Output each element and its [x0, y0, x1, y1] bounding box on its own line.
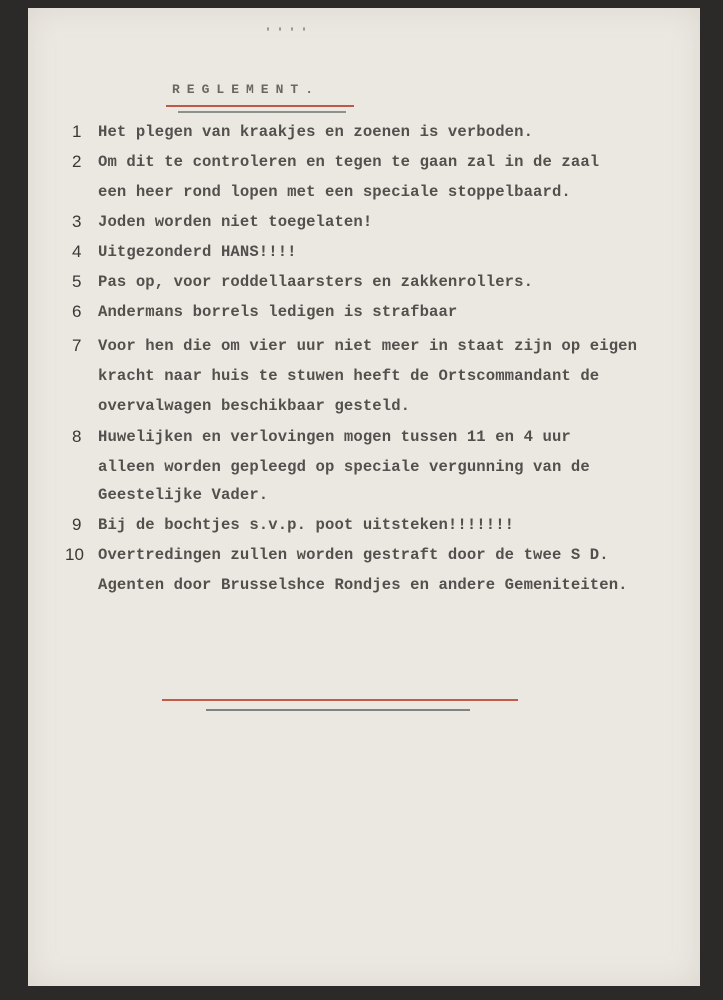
- rule-number: 3: [72, 212, 82, 231]
- rule-text-line: overvalwagen beschikbaar gesteld.: [98, 397, 411, 415]
- closing-line-red: [162, 699, 518, 701]
- rule-text-line: een heer rond lopen met een speciale stoppelbaard.: [98, 183, 571, 201]
- rule-text-line: Het plegen van kraakjes en zoenen is verboden.: [98, 123, 534, 141]
- rule-text-line: Geestelijke Vader.: [98, 486, 269, 504]
- rule-text-line: Bij de bochtjes s.v.p. poot uitsteken!!!!!!!: [98, 516, 515, 534]
- punch-marks: ' ' ' ': [265, 28, 308, 39]
- rule-number: 8: [72, 427, 82, 446]
- rule-number: 4: [72, 242, 82, 261]
- rule-number: 5: [72, 272, 82, 291]
- title-underline-gray: [178, 111, 346, 113]
- document-title: REGLEMENT.: [172, 82, 321, 97]
- closing-line-gray: [206, 709, 470, 711]
- rule-number: 10: [65, 545, 84, 564]
- rule-text-line: Om dit te controleren en tegen te gaan zal in de zaal: [98, 153, 600, 171]
- rule-text-line: Overtredingen zullen worden gestraft door de twee S D.: [98, 546, 609, 564]
- rule-text-line: Andermans borrels ledigen is strafbaar: [98, 303, 458, 321]
- rule-number: 7: [72, 336, 82, 355]
- rule-text-line: Pas op, voor roddellaarsters en zakkenrollers.: [98, 273, 534, 291]
- rule-number: 6: [72, 302, 82, 321]
- rule-text-line: Joden worden niet toegelaten!: [98, 213, 373, 231]
- title-underline-red: [166, 105, 354, 107]
- rule-text-line: alleen worden gepleegd op speciale vergunning van de: [98, 458, 590, 476]
- rule-text-line: Huwelijken en verlovingen mogen tussen 11 en 4 uur: [98, 428, 571, 446]
- rule-text-line: Uitgezonderd HANS!!!!: [98, 243, 297, 261]
- rule-text-line: kracht naar huis te stuwen heeft de Ortscommandant de: [98, 367, 600, 385]
- rule-text-line: Voor hen die om vier uur niet meer in staat zijn op eigen: [98, 337, 638, 355]
- rule-number: 9: [72, 515, 82, 534]
- rule-text-line: Agenten door Brusselshce Rondjes en andere Gemeniteiten.: [98, 576, 628, 594]
- rule-number: 1: [72, 122, 82, 141]
- rule-number: 2: [72, 152, 82, 171]
